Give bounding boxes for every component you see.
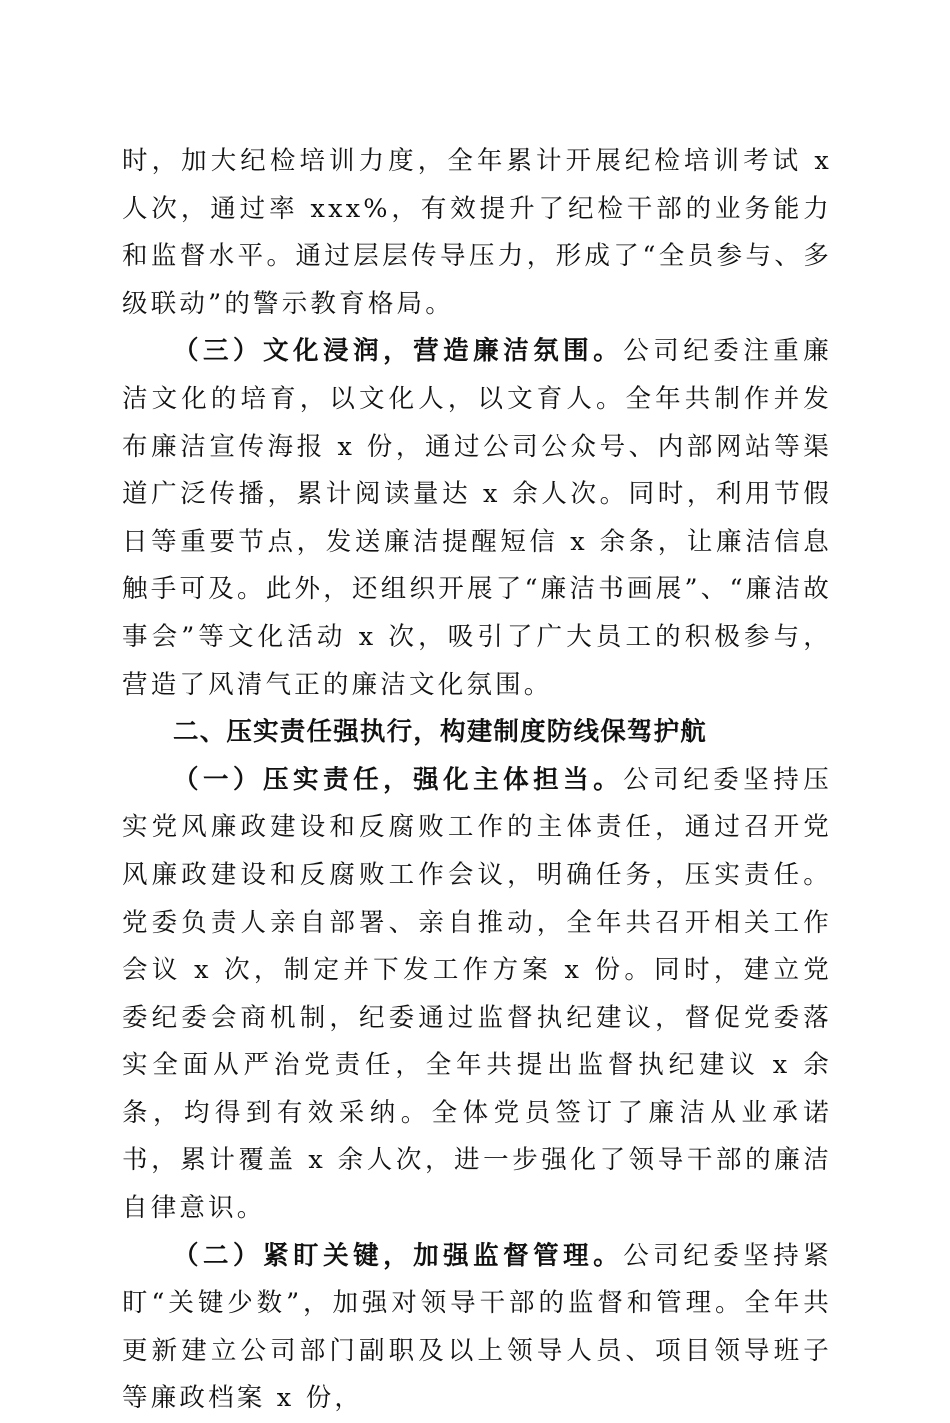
section-heading-responsibility: 二、压实责任强执行，构建制度防线保驾护航 bbox=[173, 717, 708, 748]
subsection-title-responsibility: （一）压实责任，强化主体担当。 bbox=[173, 764, 624, 795]
paragraph-responsibility-body: 公司纪委坚持压实党风廉政建设和反腐败工作的主体责任，通过召开党风廉政建设和反腐败工作会议，明确任务，压实责任。党委负责人亲自部署、亲自推动，全年共召开相关工作会议 x 次，制定并下发工作方案 x 份。同时，建立党委纪委会商机制，纪委通过监督执纪建议，督促党委落实全面从严治党责任，全年共提出监督执纪建议 x 余条，均得到有效采纳。全体党员签订了廉洁从业承诺书，累计覆盖 x 余人次，进一步强化了领导干部的廉洁自律意识。 bbox=[122, 764, 832, 1224]
subsection-title-culture: （三）文化浸润，营造廉洁氛围。 bbox=[173, 336, 624, 367]
document-body bbox=[122, 138, 832, 1423]
paragraph-culture bbox=[122, 328, 832, 709]
paragraph-training: 时，加大纪检培训力度，全年累计开展纪检培训考试 x 人次，通过率 xxx%，有效提升了纪检干部的业务能力和监督水平。通过层层传导压力，形成了“全员参与、多级联动”的警示教育格局。 bbox=[122, 146, 832, 319]
paragraph-supervision bbox=[122, 1233, 832, 1423]
subsection-title-supervision: （二）紧盯关键，加强监督管理。 bbox=[173, 1240, 624, 1271]
paragraph-responsibility bbox=[122, 757, 832, 1233]
paragraph-supervision-body: 公司纪委坚持紧盯“关键少数”，加强对领导干部的监督和管理。全年共更新建立公司部门副职及以上领导人员、项目领导班子等廉政档案 x 份， bbox=[122, 1240, 832, 1414]
paragraph-culture-body: 公司纪委注重廉洁文化的培育，以文化人，以文育人。全年共制作并发布廉洁宣传海报 x 份，通过公司公众号、内部网站等渠道广泛传播，累计阅读量达 x 余人次。同时，利用节假日等重要节点，发送廉洁提醒短信 x 余条，让廉洁信息触手可及。此外，还组织开展了“廉洁书画展”、“廉洁故事会”等文化活动 x 次，吸引了广大员工的积极参与，营造了风清气正的廉洁文化氛围。 bbox=[122, 336, 832, 700]
